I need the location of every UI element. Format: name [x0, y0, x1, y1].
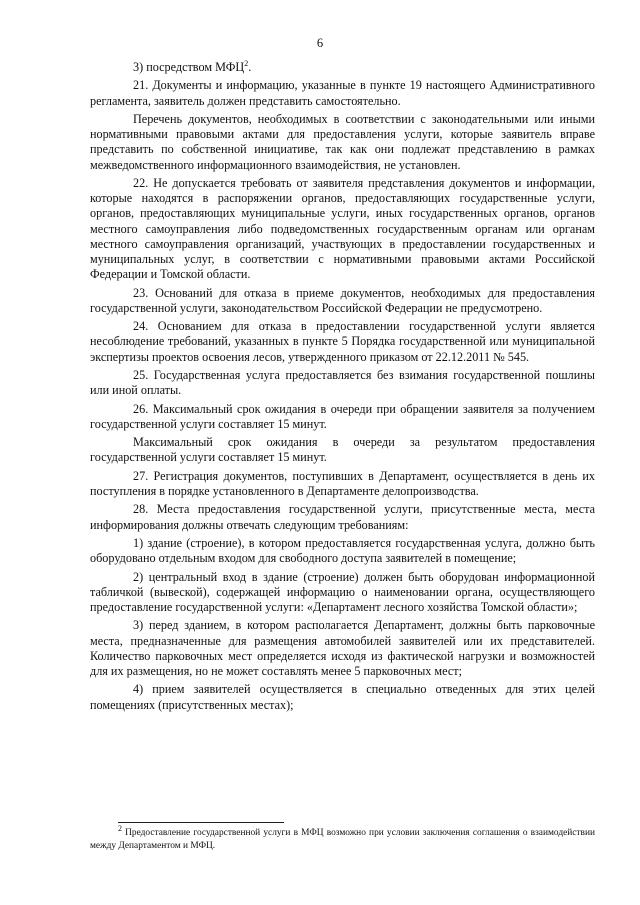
footnote-separator: [118, 822, 284, 823]
paragraph-27: 27. Регистрация документов, поступивших в Департамент, осуществляется в день их поступления в порядке установленного в Департаменте делопроизводства.: [90, 468, 595, 498]
paragraph-25: 25. Государственная услуга предоставляется без взимания государственной пошлины или иной оплаты.: [90, 367, 595, 398]
paragraph-text: 3) посредством МФЦ: [133, 60, 245, 74]
paragraph-28: 28. Места предоставления государственной услуги, присутственные места, места информирования должны отвечать следующим требованиям:: [90, 502, 595, 532]
paragraph-28-item-4: 4) прием заявителей осуществляется в специально отведенных для этих целей помещениях (присутственных местах);: [90, 682, 595, 712]
paragraph-documents-list: Перечень документов, необходимых в соответствии с законодательными или иными нормативными правовыми актами для предоставления услуги, которые заявитель вправе представить по собственной инициативе, так как они подлежат представлению в рамках межведомственного информационного взаимодействия, не установлен.: [90, 111, 595, 172]
paragraph-item-3-mfc: [90, 60, 595, 75]
paragraph-suffix: .: [248, 60, 252, 74]
page-number: 6: [316, 36, 324, 50]
paragraph-22: 22. Не допускается требовать от заявителя представления документов и информации, которые находятся в распоряжении органов, предоставляющих государственные услуги, органов, предоставляющих муниципальные услуги, иных государственных органов, органов местного самоуправления либо подведомственных государственным органам или органам местного самоуправления организаций, участвующих в предоставлении государственных и муниципальных услуг, в соответствии с нормативными правовыми актами Российской Федерации и Томской области.: [90, 175, 595, 282]
paragraph-28-item-1: 1) здание (строение), в котором предоставляется государственная услуга, должно быть оборудовано отдельным входом для свободного доступа заявителей в помещение;: [90, 535, 595, 566]
footnote: [90, 823, 595, 852]
document-body: [90, 60, 595, 716]
paragraph-21: 21. Документы и информацию, указанные в пункте 19 настоящего Административного регламента, заявитель должен представить самостоятельно.: [90, 78, 595, 108]
footnote-mark: 2: [118, 823, 122, 833]
paragraph-24: 24. Основанием для отказа в предоставлении государственной услуги является несоблюдение требований, указанных в пункте 5 Порядка государственной или муниципальной экспертизы проектов освоения лесов, утвержденного приказом от 22.12.2011 № 545.: [90, 319, 595, 364]
footnote-text: Предоставление государственной услуги в МФЦ возможно при условии заключения соглашения о взаимодействии между Департаментом и МФЦ.: [90, 828, 595, 851]
paragraph-max-wait: Максимальный срок ожидания в очереди за результатом предоставления государственной услуги составляет 15 минут.: [90, 435, 595, 465]
paragraph-23: 23. Оснований для отказа в приеме документов, необходимых для предоставления государственной услуги, законодательством Российской Федерации не предусмотрено.: [90, 285, 595, 315]
footnote-reference: 2: [244, 58, 249, 68]
paragraph-26: 26. Максимальный срок ожидания в очереди при обращении заявителя за получением государственной услуги составляет 15 минут.: [90, 401, 595, 431]
paragraph-28-item-2: 2) центральный вход в здание (строение) должен быть оборудован информационной табличкой (вывеской), содержащей информацию о наименовании органа, осуществляющего предоставление государственной услуги: «Департамент лесного хозяйства Томской области»;: [90, 569, 595, 614]
paragraph-28-item-3: 3) перед зданием, в котором располагается Департамент, должны быть парковочные места, предназначенные для размещения автомобилей заявителей или их представителей. Количество парковочных мест определяется исходя из фактической нагрузки и возможностей для их размещения, но не может составлять менее 5 парковочных мест;: [90, 618, 595, 678]
